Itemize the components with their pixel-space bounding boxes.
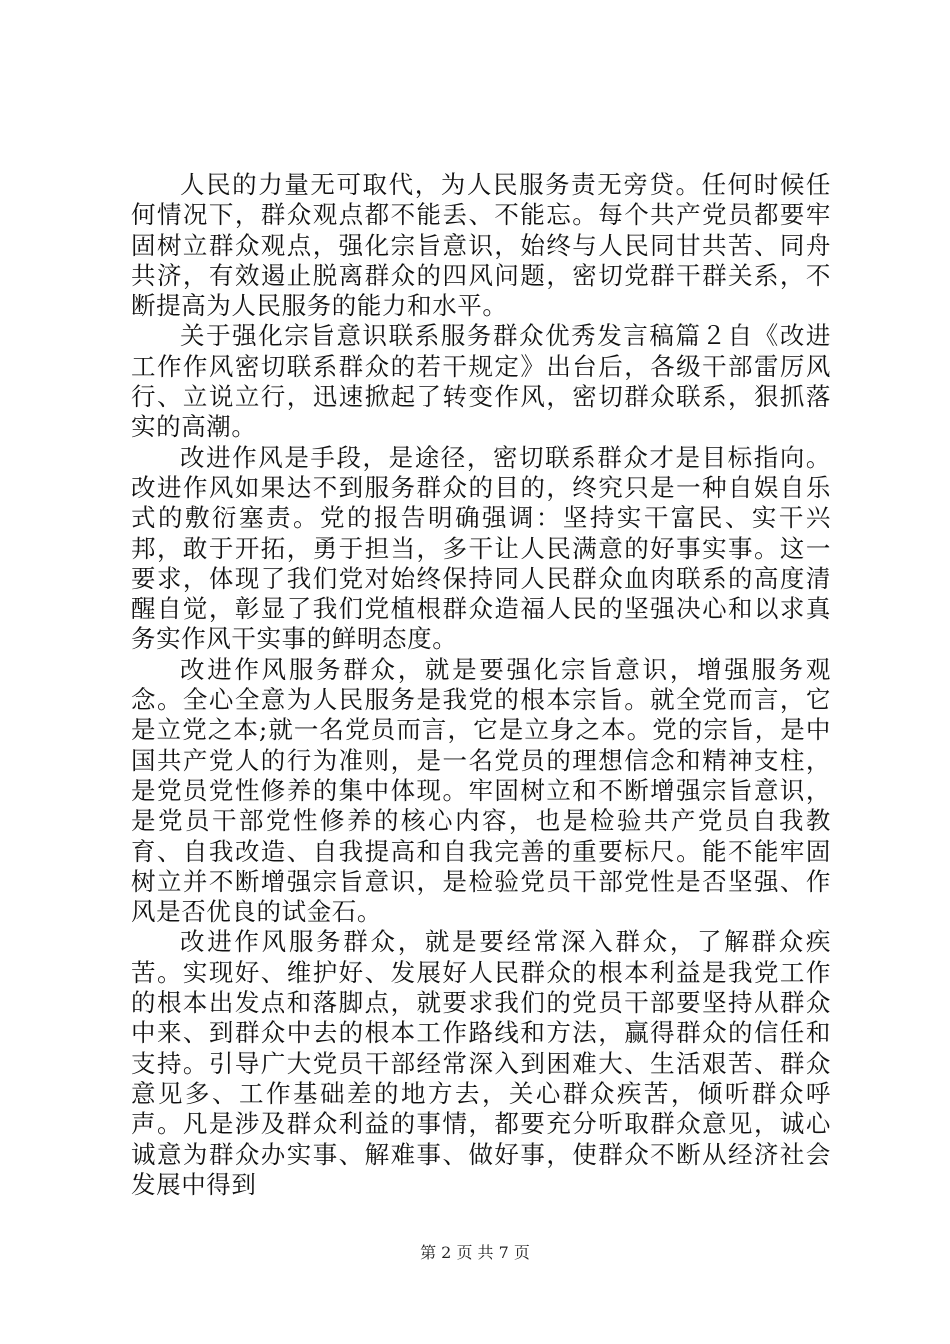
paragraph-5: 改进作风服务群众，就是要经常深入群众，了解群众疾苦。实现好、维护好、发展好人民群众的根本利益是我党工作的根本出发点和落脚点，就要求我们的党员干部要坚持从群众中来、到群众中去的根本工作路线和方法，赢得群众的信任和支持。引导广大党员干部经常深入到困难大、生活艰苦、群众意见多、工作基础差的地方去，关心群众疾苦，倾听群众呼声。凡是涉及群众利益的事情，都要充分听取群众意见，诚心诚意为群众办实事、解难事、做好事，使群众不断从经济社会发展中得到 (131, 927, 831, 1199)
paragraph-3: 改进作风是手段，是途径，密切联系群众才是目标指向。改进作风如果达不到服务群众的目的，终究只是一种自娱自乐式的敷衍塞责。党的报告明确强调：坚持实干富民、实干兴邦，敢于开拓，勇于担当，多干让人民满意的好事实事。这一要求，体现了我们党对始终保持同人民群众血肉联系的高度清醒自觉，彰显了我们党植根群众造福人民的坚强决心和以求真务实作风干实事的鲜明态度。 (131, 442, 831, 654)
paragraph-4: 改进作风服务群众，就是要强化宗旨意识，增强服务观念。全心全意为人民服务是我党的根本宗旨。就全党而言，它是立党之本;就一名党员而言，它是立身之本。党的宗旨，是中国共产党人的行为准则，是一名党员的理想信念和精神支柱，是党员党性修养的集中体现。牢固树立和不断增强宗旨意识，是党员干部党性修养的核心内容，也是检验共产党员自我教育、自我改造、自我提高和自我完善的重要标尺。能不能牢固树立并不断增强宗旨意识，是检验党员干部党性是否坚强、作风是否优良的试金石。 (131, 654, 831, 927)
document-body (131, 170, 831, 1200)
paragraph-1: 人民的力量无可取代，为人民服务责无旁贷。任何时候任何情况下，群众观点都不能丢、不能忘。每个共产党员都要牢固树立群众观点，强化宗旨意识，始终与人民同甘共苦、同舟共济，有效遏止脱离群众的四风问题，密切党群干群关系，不断提高为人民服务的能力和水平。 (131, 170, 831, 321)
paragraph-2: 关于强化宗旨意识联系服务群众优秀发言稿篇２自《改进工作作风密切联系群众的若干规定》出台后，各级干部雷厉风行、立说立行，迅速掀起了转变作风，密切群众联系，狠抓落实的高潮。 (131, 321, 831, 442)
page-number-footer: 第 2 页 共 7 页 (420, 1243, 530, 1262)
